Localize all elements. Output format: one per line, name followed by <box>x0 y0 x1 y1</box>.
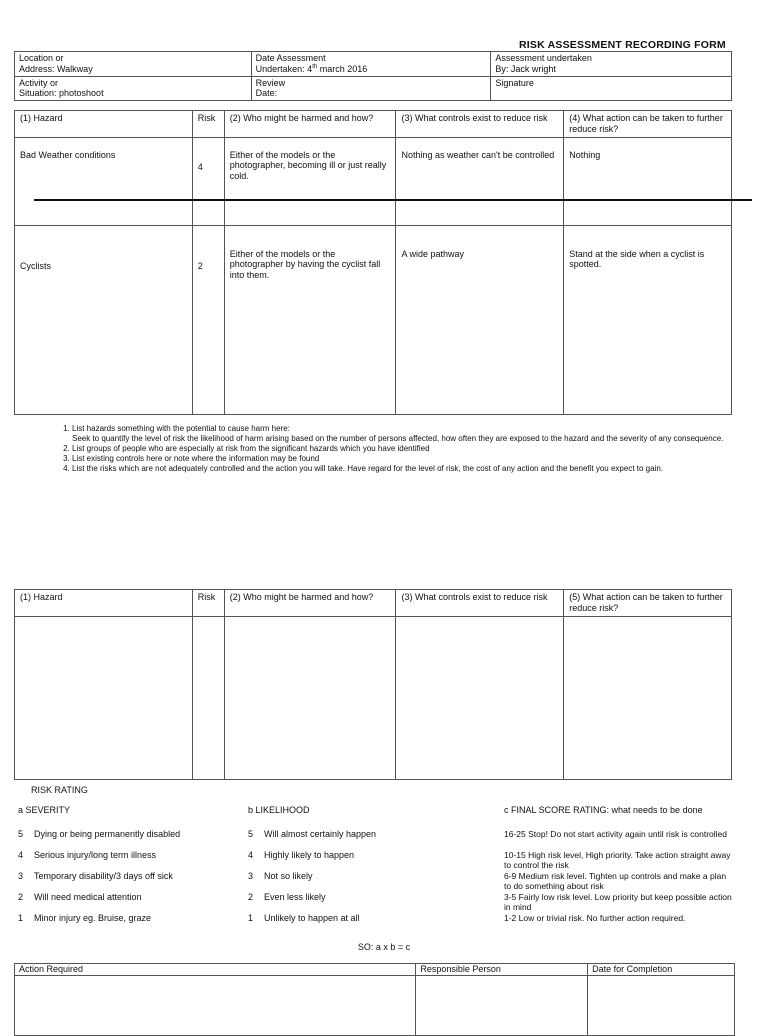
hazard-cell: Bad Weather conditions <box>15 137 193 225</box>
situation-value: Situation: photoshoot <box>19 88 104 99</box>
date-cell <box>251 52 491 77</box>
header-action-required: Action Required <box>15 964 416 976</box>
hazard-cell: Cyclists <box>15 225 193 414</box>
header-risk: Risk <box>192 590 224 617</box>
signature-cell <box>491 76 732 101</box>
header-action: (4) What action can be taken to further reduce risk? <box>564 111 732 138</box>
final-score-title: c FINAL SCORE RATING: what needs to be done <box>504 805 703 815</box>
header-hazard: (1) Hazard <box>15 111 193 138</box>
action-table <box>14 963 735 1036</box>
severity-item: 2 Will need medical attention <box>18 891 142 902</box>
activity-cell <box>15 76 252 101</box>
likelihood-item: 4 Highly likely to happen <box>248 849 355 860</box>
final-score-column <box>504 805 732 934</box>
review-cell <box>251 76 491 101</box>
guidance-notes <box>40 424 762 474</box>
risk-cell: 4 <box>192 137 224 225</box>
table-row <box>15 225 732 414</box>
header-who: (2) Who might be harmed and how? <box>224 111 396 138</box>
likelihood-item: 5 Will almost certainly happen <box>248 828 377 839</box>
form-title: RISK ASSESSMENT RECORDING FORM <box>519 39 726 51</box>
controls-cell: Nothing as weather can't be controlled <box>396 137 564 225</box>
assessor-cell <box>491 52 732 77</box>
action-cell: Nothing <box>564 137 732 225</box>
table-row <box>15 976 735 1036</box>
location-label: Location or <box>19 53 64 63</box>
likelihood-title: b LIKELIHOOD <box>248 805 310 815</box>
row-divider-line <box>34 199 752 201</box>
header-risk: Risk <box>192 111 224 138</box>
header-who: (2) Who might be harmed and how? <box>224 590 396 617</box>
action-cell: Stand at the side when a cyclist is spotted. <box>564 225 732 414</box>
responsible-person-cell[interactable] <box>416 976 588 1036</box>
header-controls: (3) What controls exist to reduce risk <box>396 111 564 138</box>
controls-cell[interactable] <box>396 616 564 779</box>
who-cell: Either of the models or the photographer, becoming ill or just really cold. <box>224 137 396 225</box>
header-action: (5) What action can be taken to further reduce risk? <box>564 590 732 617</box>
review-date: Date: <box>255 88 278 99</box>
table-row <box>15 137 732 225</box>
risk-cell[interactable] <box>192 616 224 779</box>
likelihood-item: 1 Unlikely to happen at all <box>248 912 360 923</box>
note-item: 4. List the risks which are not adequately controlled and the action you will take. Have regard for the level of risk, the cost of any action and the benefit you expect to gain. <box>72 464 762 474</box>
final-score-item: 3-5 Fairly low risk level. Low priority but keep possible action in mind <box>504 891 732 912</box>
risk-cell: 2 <box>192 225 224 414</box>
hazard-table-1 <box>14 110 732 415</box>
date-label: Date Assessment <box>255 53 326 63</box>
final-score-item: 1-2 Low or trivial risk. No further action required. <box>504 912 686 923</box>
assessment-label: Assessment undertaken <box>495 53 592 63</box>
risk-rating-heading: RISK RATING <box>31 785 88 795</box>
who-cell: Either of the models or the photographer by having the cyclist fall into them. <box>224 225 396 414</box>
assessor-name: By: Jack wright <box>495 63 556 74</box>
header-controls: (3) What controls exist to reduce risk <box>396 590 564 617</box>
hazard-table-2 <box>14 589 732 780</box>
severity-item: 3 Temporary disability/3 days off sick <box>18 870 173 881</box>
likelihood-column <box>248 805 468 934</box>
note-item: 3. List existing controls here or note where the information may be found <box>72 454 762 464</box>
final-score-item: 10-15 High risk level, High priority. Take action straight away to control the risk <box>504 849 731 870</box>
likelihood-item: 3 Not so likely <box>248 870 313 881</box>
review-label: Review <box>255 77 286 88</box>
note-item: 1. List hazards something with the potential to cause harm here: Seek to quantify the level of risk the likelihood of harm arising based on the number of persons affected, how often they are exposed to the hazard and the severity of any consequence. <box>72 424 762 444</box>
assessment-info-table <box>14 51 732 101</box>
activity-label: Activity or <box>19 77 59 88</box>
severity-item: 4 Serious injury/long term illness <box>18 849 157 860</box>
header-date-completion: Date for Completion <box>588 964 735 976</box>
table-row <box>15 616 732 779</box>
location-cell <box>15 52 252 77</box>
final-score-item: 6-9 Medium risk level. Tighten up controls and make a plan to do something about risk <box>504 870 727 891</box>
final-score-item: 16-25 Stop! Do not start activity again until risk is controlled <box>504 828 727 839</box>
severity-item: 1 Minor injury eg. Bruise, graze <box>18 912 152 923</box>
header-responsible-person: Responsible Person <box>416 964 588 976</box>
action-cell[interactable] <box>564 616 732 779</box>
controls-cell: A wide pathway <box>396 225 564 414</box>
address-value: Address: Walkway <box>19 63 93 74</box>
likelihood-item: 2 Even less likely <box>248 891 326 902</box>
severity-title: a SEVERITY <box>18 805 71 815</box>
signature-label: Signature <box>495 77 534 88</box>
hazard-cell[interactable] <box>15 616 193 779</box>
header-hazard: (1) Hazard <box>15 590 193 617</box>
action-required-cell[interactable] <box>15 976 416 1036</box>
severity-column <box>18 805 228 934</box>
severity-item: 5 Dying or being permanently disabled <box>18 828 181 839</box>
who-cell[interactable] <box>224 616 396 779</box>
score-formula: SO: a x b = c <box>357 942 411 952</box>
date-completion-cell[interactable] <box>588 976 735 1036</box>
note-item: 2. List groups of people who are especially at risk from the significant hazards which you have identified <box>72 444 762 454</box>
undertaken-date: Undertaken: 4th march 2016 <box>255 63 368 74</box>
